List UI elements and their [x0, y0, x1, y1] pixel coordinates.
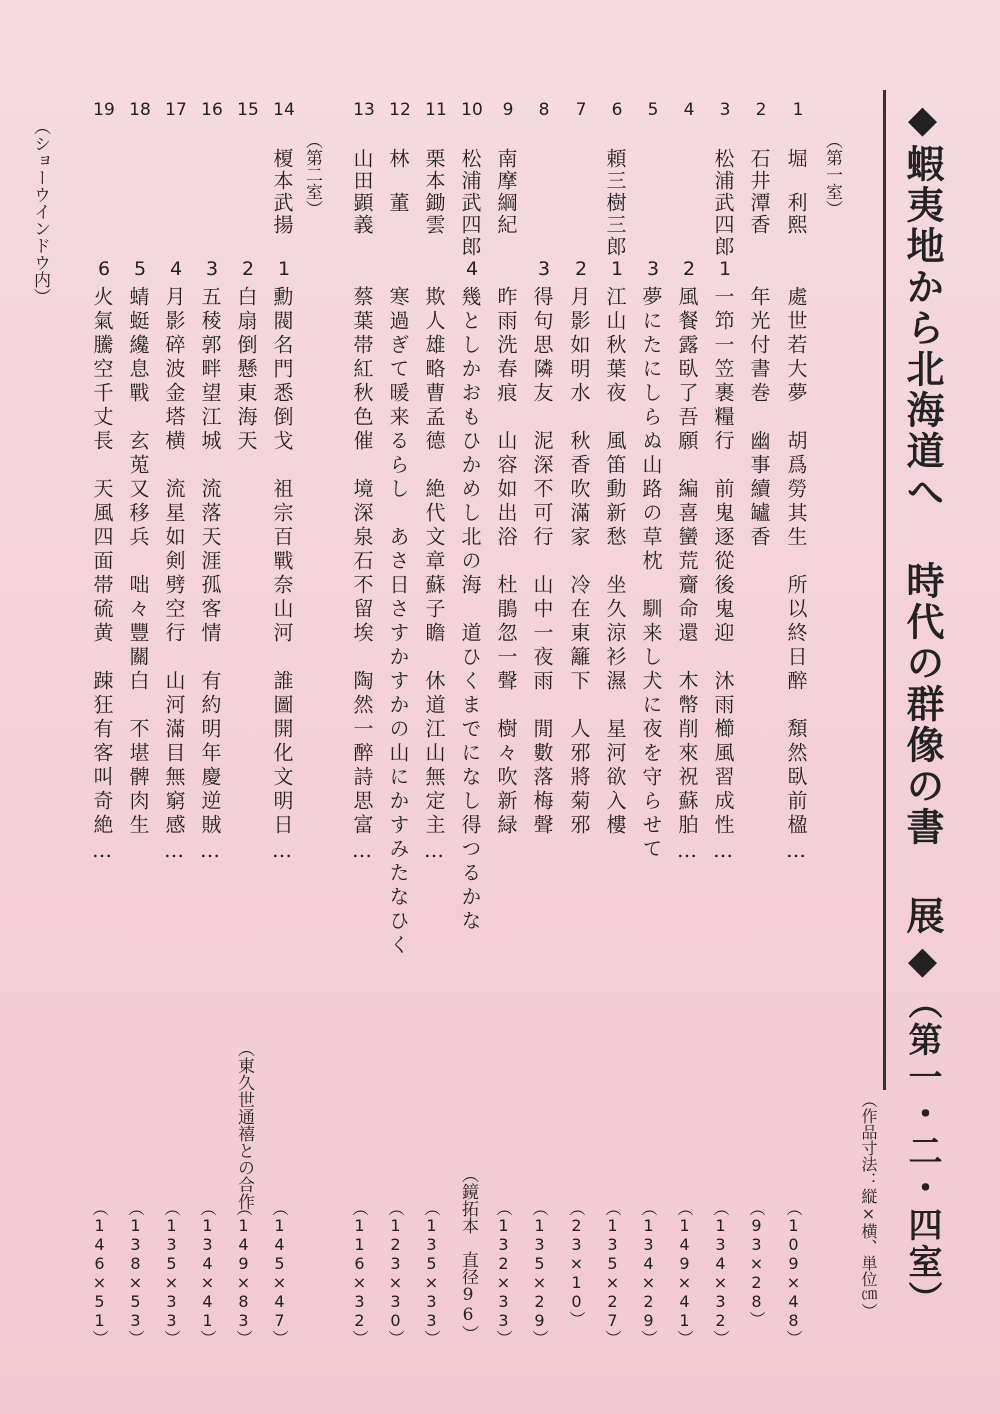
work-size: （116×32） — [350, 1200, 369, 1346]
work-size: （135×33） — [422, 1200, 441, 1346]
poem-text: 蜻蜓纔息戰 玄莵又移兵 咄々豐關白 不堪髀肉生 — [126, 286, 150, 838]
poem-text: 得句思隣友 泥深不可行 山中一夜雨 閒數落梅聲 — [530, 286, 554, 838]
entry-number: 14 — [273, 100, 295, 120]
work-size: （135×29） — [530, 1200, 549, 1346]
work-size: （146×51） — [90, 1200, 109, 1346]
poem-text: 年光付書巻 幽事續罏香 — [747, 286, 771, 550]
poem-text: 風餐露臥了吾願 編喜蠻荒齎命還 木幣削來祝蘇胉… — [675, 286, 699, 866]
entry-number: 1 — [792, 100, 804, 120]
work-number: 2 — [682, 258, 696, 280]
artist-name: 松浦武四郎 — [458, 148, 482, 258]
artist-name: 林 董 — [386, 148, 410, 214]
work-size: （134×32） — [711, 1200, 730, 1346]
entry-number: 16 — [201, 100, 223, 120]
artist-name: 堀 利熙 — [784, 148, 808, 236]
work-size: （149×41） — [675, 1200, 694, 1346]
artist-name: 栗本鋤雲 — [422, 148, 446, 236]
poem-text: 白扇倒懸東海天 — [234, 286, 258, 454]
entry-number: 6 — [611, 100, 623, 120]
poem-text: 月影如明水 秋香吹滿家 冷在東籬下 人邪將菊邪 — [567, 286, 591, 838]
poem-text: 幾としかおもひかめし北の海 道ひくまでになし得つるかな — [458, 286, 482, 934]
page-title — [895, 96, 950, 1318]
work-size: （132×33） — [494, 1200, 513, 1346]
work-number: 3 — [205, 258, 219, 280]
work-size: （135×33） — [162, 1200, 181, 1346]
poem-text: 欺人雄略曹孟德 絶代文章蘇子瞻 休道江山無定主… — [422, 286, 446, 866]
poem-text: 夢にたにしらぬ山路の草枕 馴来し犬に夜を守らせて — [639, 286, 663, 862]
entry-number: 17 — [165, 100, 187, 120]
poem-text: 蔡葉帯紅秋色催 境深泉石不留埃 陶然一醉詩思富… — [350, 286, 374, 866]
artist-name: 南摩綱紀 — [494, 148, 518, 236]
poem-text: 江山秋葉夜 風笛動新愁 坐久涼衫濕 星河欲入樓 — [603, 286, 627, 838]
work-size: （93×28） — [747, 1200, 766, 1327]
poem-text: 五稜郭畔望江城 流落天涯孤客情 有約明年慶逆賊… — [198, 286, 222, 866]
artist-name: 石井潭香 — [747, 148, 771, 236]
entry-number: 18 — [129, 100, 151, 120]
entry-number: 15 — [237, 100, 259, 120]
poem-text: 一笻一笠裹糧行 前鬼逐從後鬼迎 沐雨櫛風習成性… — [711, 286, 735, 866]
work-size: （134×29） — [639, 1200, 658, 1346]
entry-number: 11 — [425, 100, 447, 120]
entry-note: （鏡拓本 直径96） — [458, 1166, 478, 1342]
entry-number: 4 — [683, 100, 695, 120]
artist-name: 榎本武揚 — [270, 148, 294, 236]
showcase-heading: （ショーウインドウ内） — [30, 118, 50, 305]
entry-number: 9 — [502, 100, 514, 120]
work-number: 3 — [646, 258, 660, 280]
work-number: 2 — [574, 258, 588, 280]
artist-name: 松浦武四郎 — [711, 148, 735, 258]
work-number: 1 — [277, 258, 291, 280]
poem-text: 處世若大夢 胡爲勞其生 所以終日醉 頽然臥前楹… — [784, 286, 808, 866]
artist-name: 山田顕義 — [350, 148, 374, 236]
work-number: 2 — [241, 258, 255, 280]
entry-number: 10 — [461, 100, 483, 120]
work-number: 6 — [97, 258, 111, 280]
work-size: （109×48） — [784, 1200, 803, 1346]
entry-number: 3 — [719, 100, 731, 120]
work-size: （145×47） — [270, 1200, 289, 1346]
room2-heading: （第二室） — [302, 132, 322, 217]
entry-number: 8 — [538, 100, 550, 120]
artist-name: 頼三樹三郎 — [603, 148, 627, 258]
entry-number: 13 — [353, 100, 375, 120]
work-size: （135×27） — [603, 1200, 622, 1346]
work-number: 4 — [465, 258, 479, 280]
work-size: （149×83） — [234, 1200, 253, 1346]
entry-number: 5 — [647, 100, 659, 120]
work-number: 5 — [133, 258, 147, 280]
entry-note: （東久世通禧との合作 — [234, 1040, 254, 1210]
entry-number: 7 — [575, 100, 587, 120]
entry-number: 19 — [93, 100, 115, 120]
poem-text: 火氣騰空千丈長 天風四面帯硫黄 踈狂有客叫奇絶… — [90, 286, 114, 866]
work-size: （134×41） — [198, 1200, 217, 1346]
poem-text: 勳閥名門悉倒戈 祖宗百戰奈山河 誰圖開化文明日… — [270, 286, 294, 866]
poem-text: 昨雨洗春痕 山容如出浴 杜鵑忽一聲 樹々吹新緑 — [494, 286, 518, 838]
title-text: ◆蝦夷地から北海道へ 時代の群像の書 展◆ — [900, 96, 945, 985]
work-number: 3 — [537, 258, 551, 280]
room1-heading: （第一室） — [822, 132, 842, 217]
poem-text: 寒過ぎて暖来るらし あさ日さすかすかの山にかすみたなひく — [386, 286, 410, 958]
entry-number: 12 — [389, 100, 411, 120]
work-number: 4 — [169, 258, 183, 280]
poem-text: 月影碎波金塔横 流星如剣劈空行 山河滿目無窮感… — [162, 286, 186, 866]
work-size: （138×53） — [126, 1200, 145, 1346]
work-size: （123×30） — [386, 1200, 405, 1346]
title-subtext: （第一・二・四室） — [902, 985, 942, 1318]
work-size: （23×10） — [567, 1200, 586, 1327]
entry-number: 2 — [755, 100, 767, 120]
work-number: 1 — [718, 258, 732, 280]
units-note: （作品寸法：縦×横、単位㎝） — [859, 1092, 878, 1319]
work-number: 1 — [610, 258, 624, 280]
